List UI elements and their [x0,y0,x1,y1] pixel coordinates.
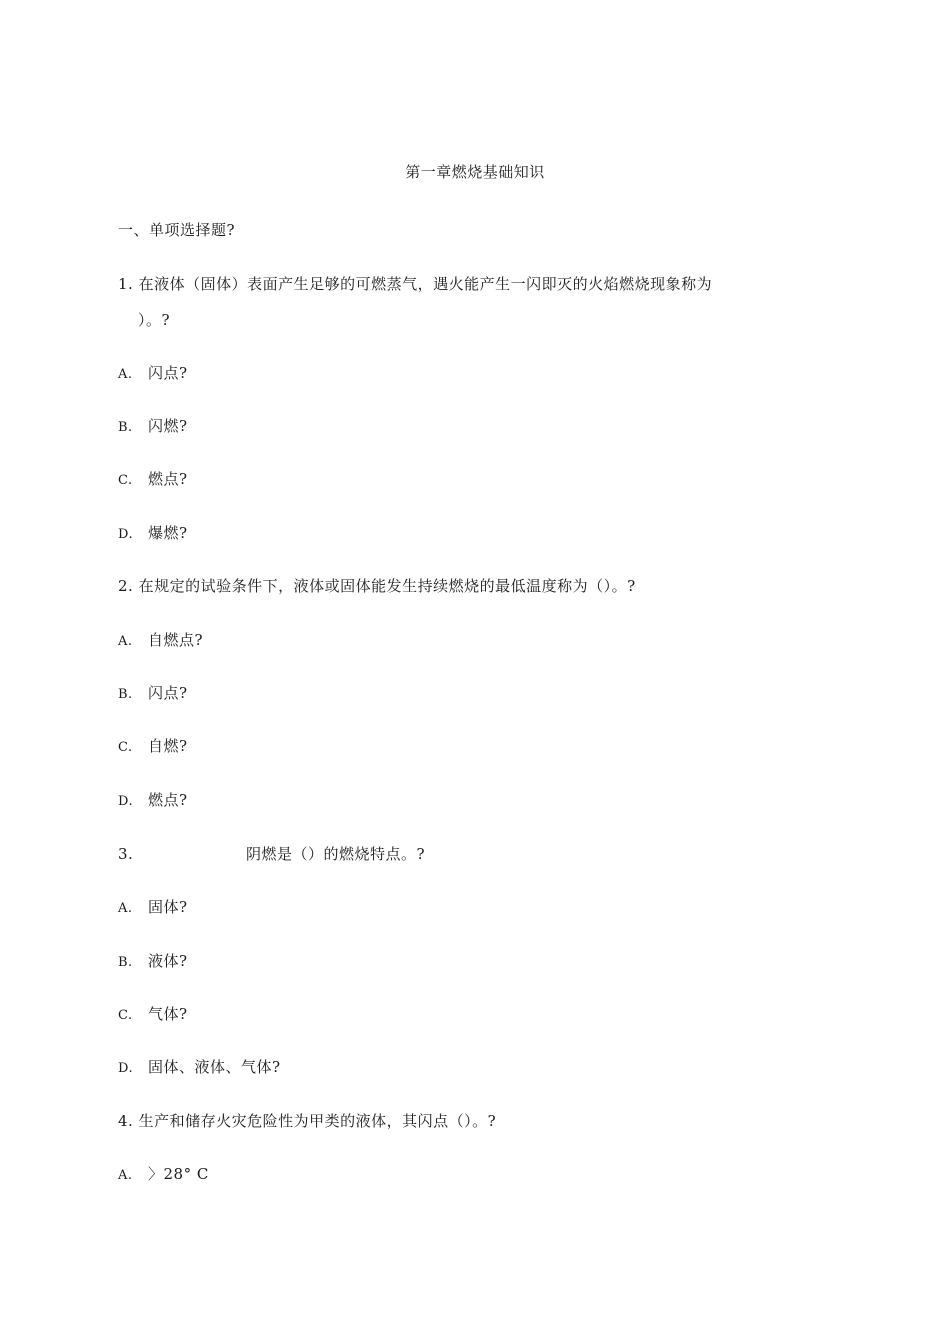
option-letter: A. [118,367,133,382]
option-text: 闪点? [148,364,188,382]
option-letter: C. [118,1008,133,1023]
option-text: 〉28° C [148,1165,209,1183]
question-number: 3. [118,845,134,863]
option-letter: C. [118,473,133,488]
question-3-option-a [118,897,188,919]
option-text: 燃点? [148,791,188,809]
question-4-stem: 4. 生产和储存火灾危险性为甲类的液体，其闪点（）。? [118,1112,497,1130]
question-1-option-a [118,363,188,385]
option-letter: D. [118,1061,134,1076]
question-1-stem: 1. 在液体（固体）表面产生足够的可燃蒸气，遇火能产生一闪即灭的火焰燃烧现象称为 [118,275,713,293]
option-text: 爆燃? [148,524,188,542]
option-text: 自燃点? [148,631,204,649]
question-2-stem: 2. 在规定的试验条件下，液体或固体能发生持续燃烧的最低温度称为（）。? [118,577,636,595]
option-letter: B. [118,420,133,435]
section-heading: 一、单项选择题? [118,221,236,239]
option-text: 燃点? [148,470,188,488]
option-letter: D. [118,794,134,809]
option-text: 气体? [148,1005,188,1023]
question-2-option-c [118,736,188,758]
option-text: 闪点? [148,684,188,702]
question-2-option-b [118,683,188,705]
option-text: 自燃? [148,737,188,755]
option-letter: A. [118,901,133,916]
question-3-stem [118,844,425,864]
option-letter: A. [118,634,133,649]
question-4-option-a [118,1164,209,1186]
question-2-option-d [118,790,188,812]
option-letter: D. [118,527,134,542]
question-1-stem-continued: ）。? [138,311,171,329]
question-3-option-c [118,1004,188,1026]
question-1-option-c [118,469,188,491]
option-letter: A. [118,1168,133,1183]
chapter-title: 第一章燃烧基础知识 [405,163,545,181]
option-text: 闪燃? [148,417,188,435]
question-3-option-b [118,951,188,973]
option-text: 固体? [148,898,188,916]
option-letter: C. [118,740,133,755]
option-text: 固体、液体、气体? [148,1058,281,1076]
question-1-option-b [118,416,188,438]
option-text: 液体? [148,952,188,970]
question-3-option-d [118,1057,281,1079]
option-letter: B. [118,955,133,970]
question-text: 阴燃是（）的燃烧特点。? [246,845,426,863]
question-1-option-d [118,523,188,545]
question-2-option-a [118,630,203,652]
option-letter: B. [118,687,133,702]
